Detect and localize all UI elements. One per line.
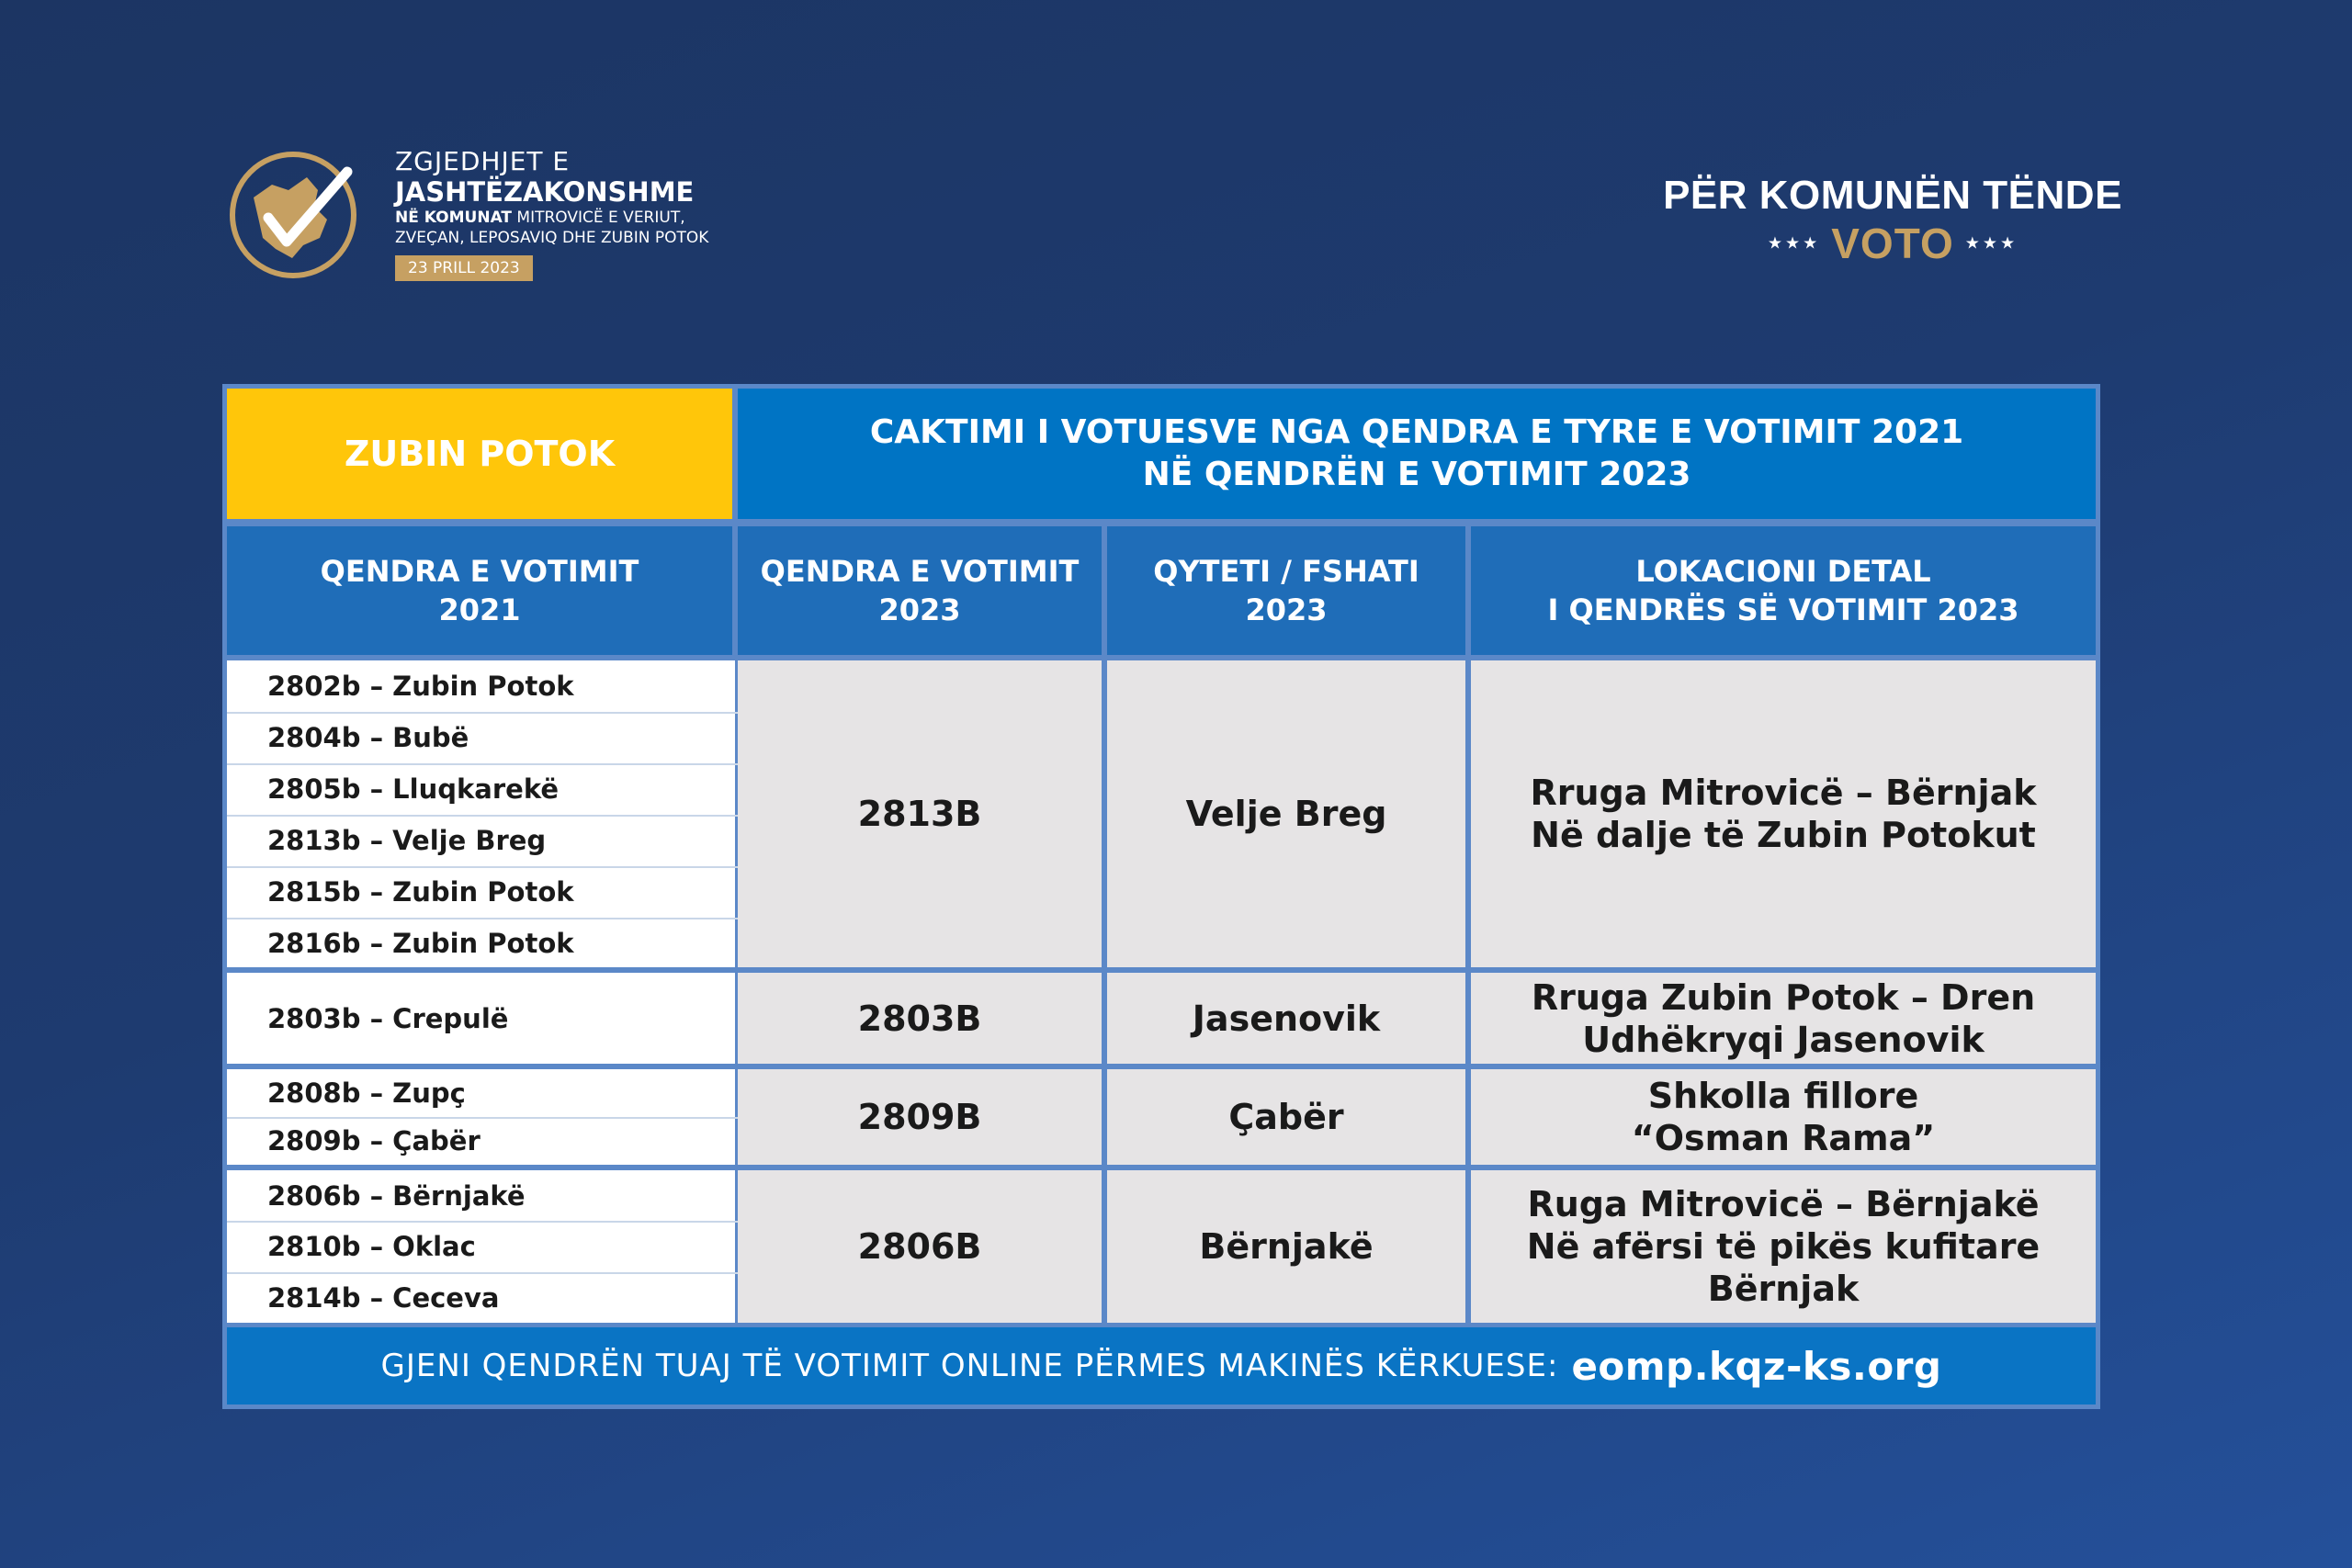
footer-link[interactable]: eomp.kqz-ks.org (1571, 1343, 1942, 1389)
stars-right-icon: ★★★ (1964, 233, 2018, 254)
election-logo (228, 146, 709, 285)
city-name: Velje Breg (1107, 660, 1465, 967)
old-centers-group-4 (227, 1170, 735, 1323)
location-detail: Rruga Mitrovicë – Bërnjak Në dalje të Zubin Potokut (1471, 660, 2096, 967)
old-centers-group-2 (227, 973, 735, 1064)
location-detail: Shkolla fillore “Osman Rama” (1471, 1069, 2096, 1165)
col-header-new-center: QENDRA E VOTIMIT 2023 (738, 526, 1102, 655)
table-title-line2: NË QENDRËN E VOTIMIT 2023 (1142, 456, 1691, 493)
location-detail: Rruga Zubin Potok – Dren Udhëkryqi Jasenovik (1471, 973, 2096, 1064)
new-center-code: 2813B (738, 660, 1102, 967)
list-item: 2808b – Zupç (267, 1077, 466, 1109)
table-title (738, 389, 2096, 519)
list-item: 2802b – Zubin Potok (267, 671, 574, 702)
old-centers-group-3 (227, 1069, 735, 1165)
list-item: 2803b – Crepulë (267, 1002, 509, 1034)
stars-left-icon: ★★★ (1767, 233, 1821, 254)
new-center-code: 2803B (738, 973, 1102, 1064)
municipality-header: ZUBIN POTOK (227, 389, 732, 519)
list-item: 2809b – Çabër (267, 1125, 481, 1156)
kosovo-check-icon (228, 150, 358, 280)
logo-line4: ZVEÇAN, LEPOSAVIQ DHE ZUBIN POTOK (395, 229, 709, 247)
list-item: 2810b – Oklac (267, 1231, 476, 1262)
list-item: 2814b – Ceceva (267, 1281, 500, 1314)
slogan (1635, 173, 2150, 268)
slogan-main: PËR KOMUNËN TËNDE (1663, 173, 2122, 218)
voting-centers-table (222, 384, 2100, 1409)
col-header-city: QYTETI / FSHATI 2023 (1107, 526, 1465, 655)
city-name: Bërnjakë (1107, 1170, 1465, 1323)
footer-banner (227, 1327, 2096, 1404)
logo-line3: NË KOMUNAT MITROVICË E VERIUT, (395, 209, 685, 227)
slogan-sub (1635, 219, 2150, 268)
voto-text: VOTO (1831, 220, 1954, 267)
list-item: 2816b – Zubin Potok (267, 928, 574, 959)
list-item: 2804b – Bubë (267, 722, 469, 753)
city-name: Çabër (1107, 1069, 1465, 1165)
col-header-old-center: QENDRA E VOTIMIT 2021 (227, 526, 732, 655)
list-item: 2805b – Lluqkarekë (267, 773, 559, 805)
old-centers-group-1 (227, 660, 735, 967)
table-title-line1: CAKTIMI I VOTUESVE NGA QENDRA E TYRE E VOTIMIT 2021 (869, 413, 1964, 451)
logo-line2: JASHTËZAKONSHME (395, 176, 695, 208)
new-center-code: 2806B (738, 1170, 1102, 1323)
logo-line1: ZGJEDHJET E (395, 146, 571, 176)
logo-text (395, 147, 708, 281)
footer-text: GJENI QENDRËN TUAJ TË VOTIMIT ONLINE PËRMES MAKINËS KËRKUESE: (380, 1348, 1559, 1384)
list-item: 2815b – Zubin Potok (267, 876, 574, 908)
list-item: 2806b – Bërnjakë (267, 1179, 526, 1212)
new-center-code: 2809B (738, 1069, 1102, 1165)
col-header-location: LOKACIONI DETAL I QENDRËS SË VOTIMIT 2023 (1471, 526, 2096, 655)
date-badge: 23 PRILL 2023 (395, 255, 533, 281)
list-item: 2813b – Velje Breg (267, 825, 547, 856)
location-detail: Ruga Mitrovicë – Bërnjakë Në afërsi të pikës kufitare Bërnjak (1471, 1170, 2096, 1323)
city-name: Jasenovik (1107, 973, 1465, 1064)
